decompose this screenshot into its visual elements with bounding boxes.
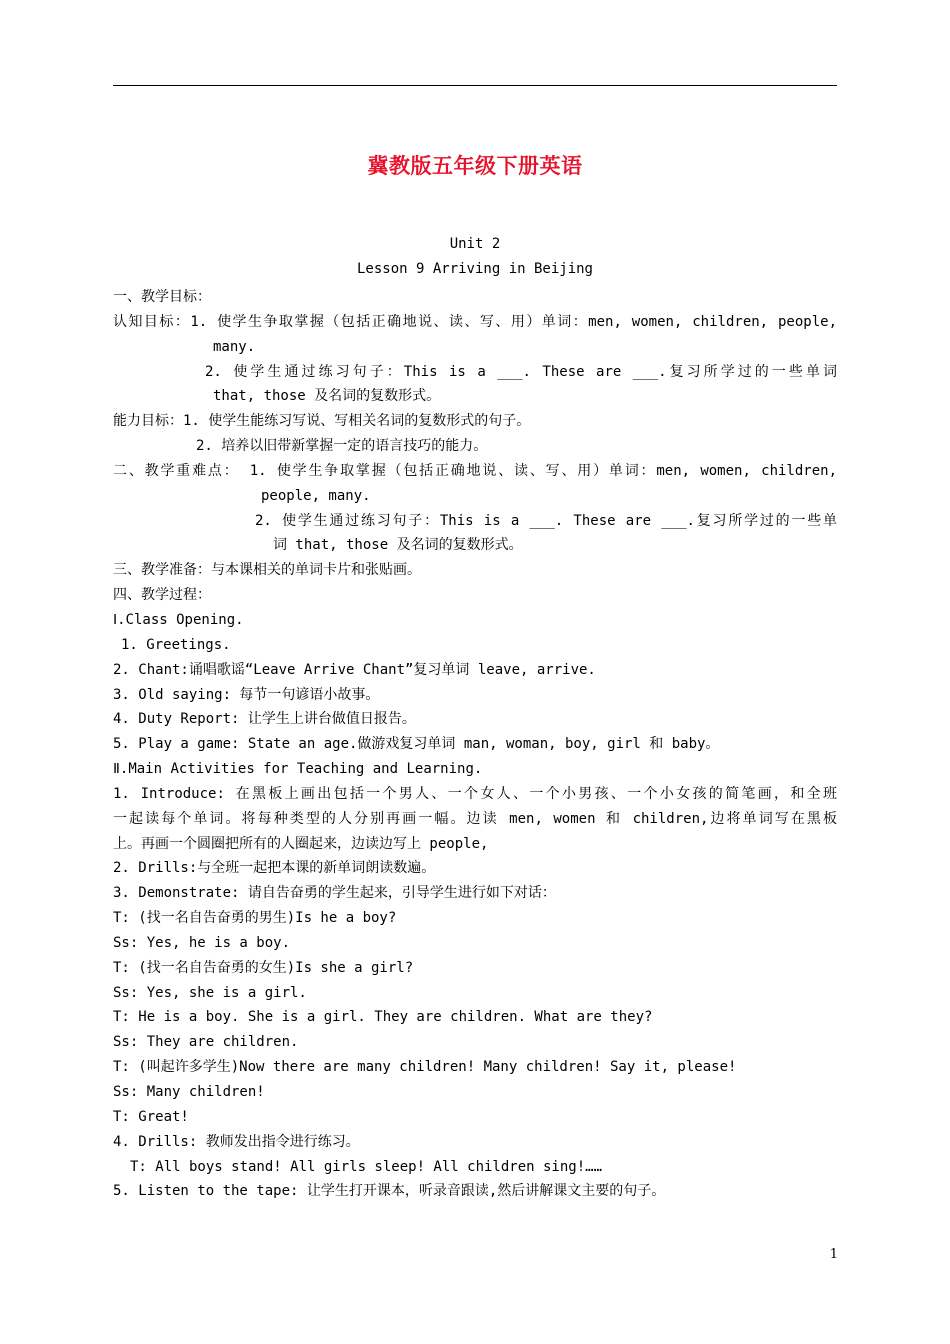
page-number: 1 bbox=[829, 1247, 838, 1262]
text-line: 4. Duty Report: 让学生上讲台做值日报告。 bbox=[113, 711, 416, 728]
text-line: 能力目标：1. 使学生能练习写说、写相关名词的复数形式的句子。 bbox=[113, 413, 531, 430]
text-line: 词 that, those 及名词的复数形式。 bbox=[273, 537, 523, 554]
dialogue-line: Ss: Yes, he is a boy. bbox=[113, 934, 291, 951]
section-heading: 四、教学过程： bbox=[113, 587, 211, 604]
text-line: 4. Drills: 教师发出指令进行练习。 bbox=[113, 1133, 360, 1150]
document-title: 冀教版五年级下册英语 bbox=[367, 154, 583, 178]
text-line: many. bbox=[213, 338, 256, 355]
text-line: 二、教学重难点： 1. 使学生争取掌握（包括正确地说、读、写、用）单词：men, women, children, bbox=[113, 462, 837, 479]
section-heading: 三、教学准备：与本课相关的单词卡片和张贴画。 bbox=[113, 562, 421, 579]
text-line: 2. 培养以旧带新掌握一定的语言技巧的能力。 bbox=[196, 438, 488, 455]
text-line: 3. Demonstrate: 请自告奋勇的学生起来，引导学生进行如下对话： bbox=[113, 885, 556, 902]
dialogue-line: Ss: Yes, she is a girl. bbox=[113, 984, 307, 1001]
dialogue-line: T: (找一名自告奋勇的女生)Is she a girl? bbox=[113, 959, 414, 976]
dialogue-line: T: (叫起许多学生)Now there are many children! Many children! Say it, please! bbox=[113, 1059, 737, 1076]
document-body bbox=[113, 285, 837, 1204]
text-line: 上。再画一个圆圈把所有的人圈起来，边读边写上 people, bbox=[113, 835, 489, 852]
text-line: 2. Chant:诵唱歌谣“Leave Arrive Chant”复习单词 leave, arrive. bbox=[113, 661, 596, 678]
header-rule bbox=[113, 85, 837, 86]
text-line: 2. Drills:与全班一起把本课的新单词朗读数遍。 bbox=[113, 860, 436, 877]
text-line: 2. 使学生通过练习句子：This is a ___. These are ___.复习所学过的一些单词 bbox=[205, 363, 837, 380]
text-line: 5. Play a game: State an age.做游戏复习单词 man, woman, boy, girl 和 baby。 bbox=[113, 736, 720, 753]
dialogue-line: Ss: Many children! bbox=[113, 1084, 265, 1100]
text-line: 5. Listen to the tape: 让学生打开课本，听录音跟读,然后讲解课文主要的句子。 bbox=[113, 1183, 666, 1200]
dialogue-line: T: All boys stand! All girls sleep! All children sing!…… bbox=[130, 1158, 603, 1175]
text-line: 2. 使学生通过练习句子：This is a ___. These are ___.复习所学过的一些单 bbox=[255, 512, 837, 529]
dialogue-line: T: He is a boy. She is a girl. They are children. What are they? bbox=[113, 1009, 653, 1026]
lesson-heading: Lesson 9 Arriving in Beijing bbox=[356, 261, 593, 277]
dialogue-line: Ss: They are children. bbox=[113, 1034, 299, 1051]
section-heading: 一、教学目标： bbox=[113, 289, 211, 305]
subsection-heading: Ⅰ.Class Opening. bbox=[113, 611, 244, 628]
text-line: 1. Introduce: 在黑板上画出包括一个男人、一个女人、一个小男孩、一个小女孩的简笔画，和全班 bbox=[113, 785, 837, 802]
dialogue-line: T: (找一名自告奋勇的男生)Is he a boy? bbox=[113, 910, 397, 927]
text-line: that, those 及名词的复数形式。 bbox=[213, 388, 441, 405]
text-line: 认知目标：1. 使学生争取掌握（包括正确地说、读、写、用）单词：men, women, children, people, bbox=[113, 313, 837, 330]
text-line: 3. Old saying: 每节一句谚语小故事。 bbox=[113, 686, 380, 703]
text-line: 一起读每个单词。将每种类型的人分别再画一幅。边读 men, women 和 children,边将单词写在黑板 bbox=[113, 810, 837, 827]
subsection-heading: Ⅱ.Main Activities for Teaching and Learning. bbox=[113, 761, 483, 778]
text-line: 1. Greetings. bbox=[121, 636, 231, 653]
unit-heading: Unit 2 bbox=[449, 236, 501, 252]
dialogue-line: T: Great! bbox=[113, 1108, 189, 1125]
text-line: people, many. bbox=[261, 487, 371, 504]
